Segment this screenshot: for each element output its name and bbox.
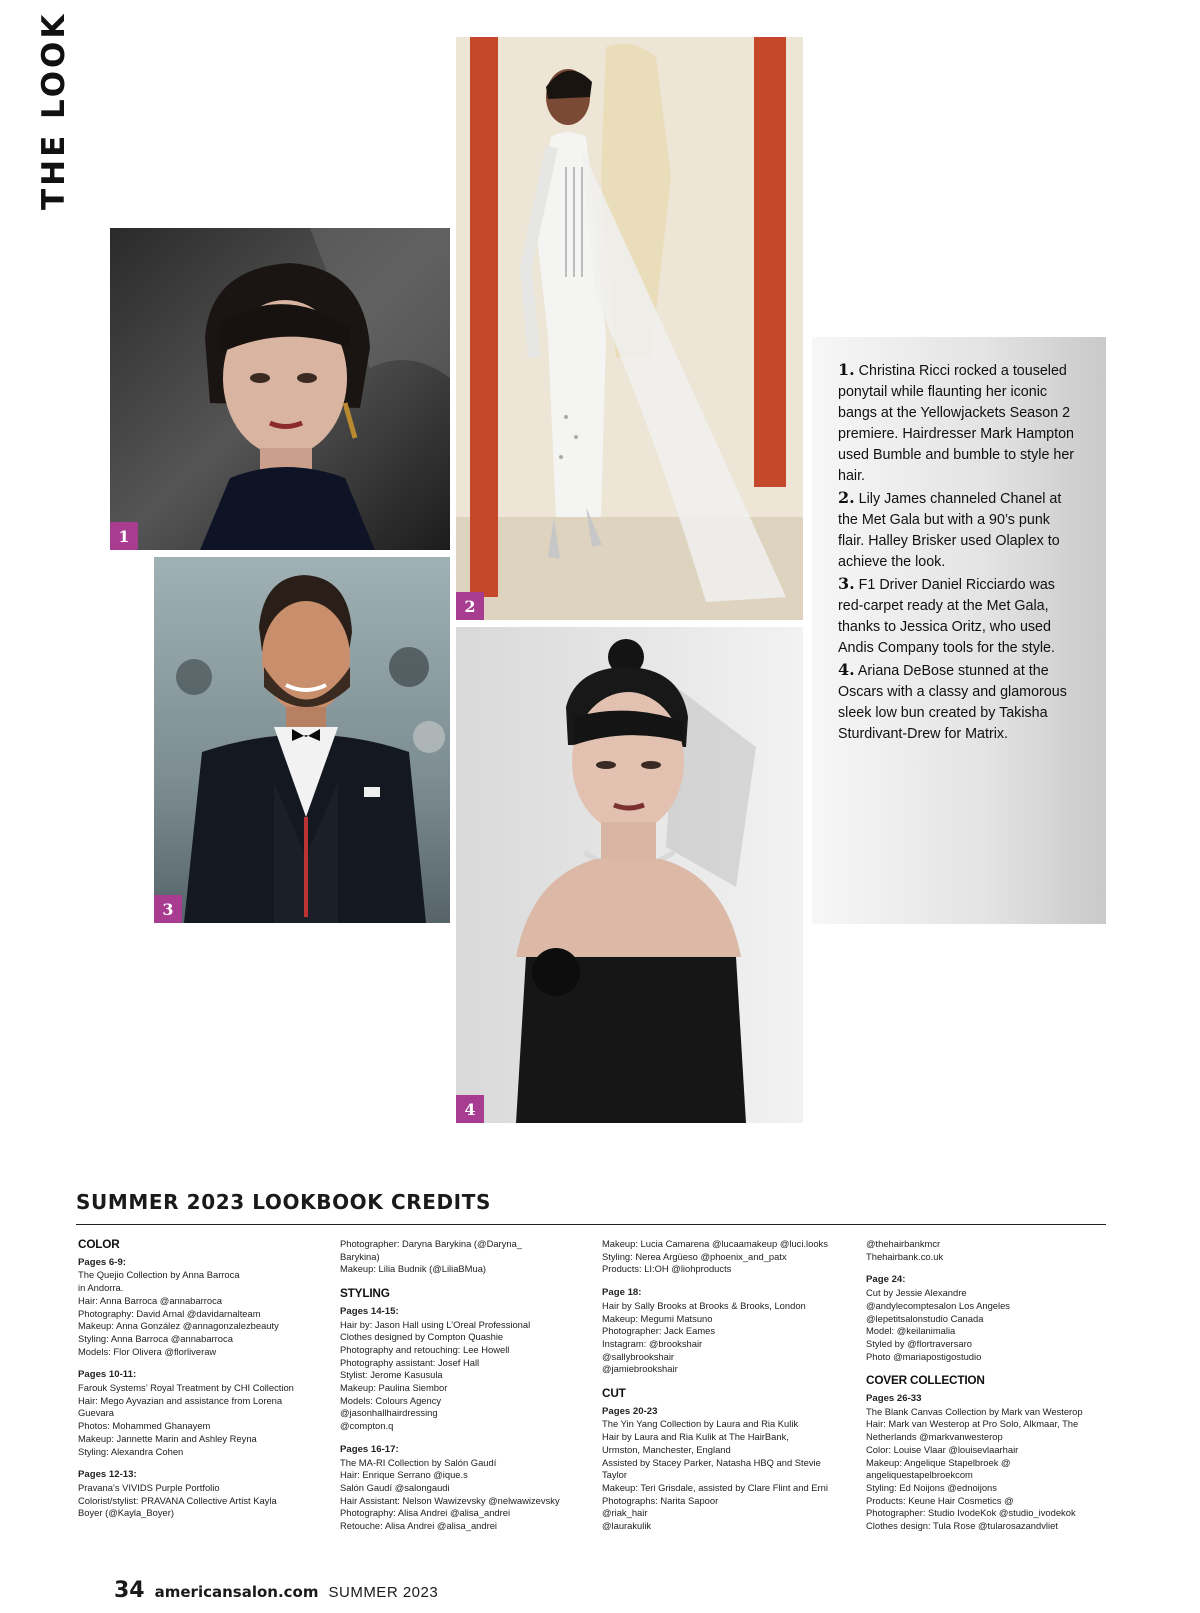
credit-line: Styling: Ed Noijons @ednoijons <box>866 1481 997 1493</box>
credit-line: Makeup: Paulina Siembor <box>340 1382 448 1394</box>
credit-line: Photography: David Arnal @davidarnalteam <box>78 1307 261 1319</box>
credit-block <box>78 1469 328 1520</box>
credit-line: Hair: Enrique Serrano @ique.s <box>340 1469 468 1481</box>
issue-label: SUMMER 2023 <box>328 1584 439 1601</box>
credit-line: Salón Gaudí @salongaudi <box>340 1481 450 1493</box>
photo-3-image <box>154 557 450 923</box>
credit-line: Thehairbank.co.uk <box>866 1250 944 1262</box>
photo-3-badge: 3 <box>154 895 182 923</box>
credit-line: Clothes design: Tula Rose @tularosazandvliet <box>866 1520 1058 1532</box>
photo-4-image <box>456 627 803 1123</box>
credits-column-3 <box>602 1238 852 1544</box>
photo-1-badge: 1 <box>110 522 138 550</box>
credit-line: Photography: Alisa Andrei @alisa_andrei <box>340 1507 511 1519</box>
credit-intro <box>340 1238 590 1276</box>
credit-line: @compton.q <box>340 1420 394 1432</box>
credit-line: @sallybrookshair <box>602 1350 675 1362</box>
credits-column-4 <box>866 1238 1106 1544</box>
caption-2: 2. Lily James channeled Chanel at the Met Gala but with a 90’s punk flair. Halley Brisker used Olaplex to achieve the look. <box>838 488 1062 570</box>
credit-line: Photographer: Studio IvodeKok @studio_ivodekok <box>866 1507 1076 1519</box>
credit-line: @jasonhallhairdressing <box>340 1407 438 1419</box>
photo-3 <box>154 557 450 923</box>
credit-block <box>340 1306 590 1433</box>
credits-heading: SUMMER 2023 LOOKBOOK CREDITS <box>76 1190 1106 1225</box>
site-name: americansalon.com <box>154 1583 319 1601</box>
credit-line: Hair: Mark van Westerop at Pro Solo, Alkmaar, The <box>866 1418 1079 1430</box>
credit-page-label: Pages 6-9: <box>78 1256 126 1268</box>
credit-block <box>78 1369 328 1458</box>
credit-line: Styling: Anna Barroca @annabarroca <box>78 1332 233 1344</box>
credit-section-title: COVER COLLECTION <box>866 1373 985 1388</box>
credits-column-1 <box>78 1238 328 1531</box>
caption-4: 4. Ariana DeBose stunned at the Oscars with a classy and glamorous sleek low bun created by Takisha Sturdivant-Drew for Matrix. <box>838 660 1067 742</box>
page-number: 34 <box>114 1578 145 1603</box>
credit-line: Colorist/stylist: PRAVANA Collective Artist Kayla <box>78 1494 277 1506</box>
credit-line: @laurakulik <box>602 1520 652 1532</box>
credit-line: Models: Colours Agency <box>340 1394 442 1406</box>
credit-line: Makeup: Lilia Budnik (@LiliaBMua) <box>340 1263 487 1275</box>
credit-line: Photographer: Daryna Barykina (@Daryna_ <box>340 1238 523 1249</box>
credit-block <box>340 1444 590 1533</box>
credit-line: @thehairbankmcr <box>866 1238 941 1249</box>
credit-line: Styling: Alexandra Cohen <box>78 1445 184 1457</box>
credit-line: @riak_hair <box>602 1507 648 1519</box>
credit-page-label: Pages 14-15: <box>340 1305 399 1317</box>
photo-1 <box>110 228 450 550</box>
credit-line: Model: @keilanimalia <box>866 1325 956 1337</box>
credit-line: The Blank Canvas Collection by Mark van Westerop <box>866 1405 1083 1417</box>
credit-page-label: Pages 12-13: <box>78 1469 137 1481</box>
credit-line: Clothes designed by Compton Quashie <box>340 1331 504 1343</box>
credit-line: Photos: Mohammed Ghanayem <box>78 1420 211 1432</box>
photo-4 <box>456 627 803 1123</box>
caption-1: 1. Christina Ricci rocked a touseled ponytail while flaunting her iconic bangs at the Yellowjackets Season 2 premiere. Hairdresser Mark Hampton used Bumble and bumble to style her hair. <box>838 360 1075 484</box>
credit-line: Photography and retouching: Lee Howell <box>340 1343 510 1355</box>
credit-line: Makeup: Lucia Camarena @lucaamakeup @luci.looks <box>602 1238 828 1249</box>
credit-line: Pravana’s VIVIDS Purple Portfolio <box>78 1481 220 1493</box>
credit-line: Hair Assistant: Nelson Wawizevsky @nelwawizevsky <box>340 1494 560 1506</box>
credit-section-title: CUT <box>602 1386 626 1401</box>
credit-line: angeliquestapelbroekcom <box>866 1469 973 1481</box>
credit-line: Photographs: Narita Sapoor <box>602 1494 719 1506</box>
credit-section-title: COLOR <box>78 1237 120 1251</box>
credit-line: @andylecomptesalon Los Angeles <box>866 1299 1010 1311</box>
credit-line: Makeup: Jannette Marin and Ashley Reyna <box>78 1432 257 1444</box>
credit-line: The MA-RI Collection by Salón Gaudí <box>340 1456 497 1468</box>
credit-line: The Quejio Collection by Anna Barroca <box>78 1269 240 1281</box>
photo-2-badge: 2 <box>456 592 484 620</box>
credit-line: Makeup: Megumi Matsuno <box>602 1312 713 1324</box>
credit-line: @jamiebrookshair <box>602 1363 678 1375</box>
credit-line: Color: Louise Vlaar @louisevlaarhair <box>866 1443 1019 1455</box>
photo-4-badge: 4 <box>456 1095 484 1123</box>
credit-line: Guevara <box>78 1407 114 1419</box>
credit-line: Retouche: Alisa Andrei @alisa_andrei <box>340 1520 498 1532</box>
credit-line: Netherlands @markvanwesterop <box>866 1431 1003 1443</box>
credit-line: Makeup: Teri Grisdale, assisted by Clare Flint and Erni <box>602 1481 828 1493</box>
credit-page-label: Pages 26-33 <box>866 1393 922 1405</box>
credit-line: Stylist: Jerome Kasusula <box>340 1369 443 1381</box>
credit-page-label: Page 24: <box>866 1274 906 1286</box>
credit-line: Styled by @flortraversaro <box>866 1337 972 1349</box>
credit-line: Makeup: Angelique Stapelbroek @ <box>866 1456 1011 1468</box>
credit-page-label: Pages 10-11: <box>78 1369 137 1381</box>
credit-line: Hair by Laura and Ria Kulik at The HairBank, <box>602 1431 789 1443</box>
credit-line: Instagram: @brookshair <box>602 1337 703 1349</box>
photo-2 <box>456 37 803 620</box>
credits-column-2 <box>340 1238 590 1544</box>
credit-line: Makeup: Anna González @annagonzalezbeauty <box>78 1320 279 1332</box>
credit-page-label: Pages 16-17: <box>340 1443 399 1455</box>
credit-line: The Yin Yang Collection by Laura and Ria Kulik <box>602 1418 799 1430</box>
credit-section-title: STYLING <box>340 1286 390 1301</box>
credit-line: Photographer: Jack Eames <box>602 1325 716 1337</box>
credit-page-label: Pages 20-23 <box>602 1405 658 1417</box>
caption-box <box>812 337 1106 924</box>
credit-line: Models: Flor Olivera @florliveraw <box>78 1345 217 1357</box>
photo-1-image <box>110 228 450 550</box>
credit-line: Taylor <box>602 1469 628 1481</box>
credit-line: Photography assistant: Josef Hall <box>340 1356 480 1368</box>
credit-line: Hair by Sally Brooks at Brooks & Brooks, London <box>602 1299 806 1311</box>
credit-line: Boyer (@Kayla_Boyer) <box>78 1507 175 1519</box>
credit-line: Hair by: Jason Hall using L’Oreal Professional <box>340 1318 531 1330</box>
credit-block <box>866 1393 1106 1533</box>
credit-line: in Andorra. <box>78 1282 124 1294</box>
credit-line: Barykina) <box>340 1250 380 1262</box>
credit-block <box>602 1287 852 1376</box>
credit-line: Urmston, Manchester, England <box>602 1443 731 1455</box>
credit-intro <box>866 1238 1106 1263</box>
credit-block <box>78 1257 328 1359</box>
credit-line: Products: Keune Hair Cosmetics @ <box>866 1494 1014 1506</box>
credit-line: Photo @mariapostigostudio <box>866 1350 982 1362</box>
credit-block <box>866 1274 1106 1363</box>
credit-intro <box>602 1238 852 1276</box>
section-title: THE LOOK <box>36 11 72 210</box>
credit-line: Hair: Mego Ayvazian and assistance from Lorena <box>78 1394 283 1406</box>
caption-3: 3. F1 Driver Daniel Ricciardo was red-carpet ready at the Met Gala, thanks to Jessica Oritz, who used Andis Company tools for the style. <box>838 574 1055 656</box>
credit-line: Cut by Jessie Alexandre <box>866 1287 967 1299</box>
credit-line: Styling: Nerea Argüeso @phoenix_and_patx <box>602 1250 787 1262</box>
credit-line: Hair: Anna Barroca @annabarroca <box>78 1294 222 1306</box>
credit-line: @lepetitsalonstudio Canada <box>866 1312 984 1324</box>
credit-line: Assisted by Stacey Parker, Natasha HBQ and Stevie <box>602 1456 821 1468</box>
credit-line: Products: LI:OH @liohproducts <box>602 1263 732 1275</box>
page-footer <box>114 1578 438 1603</box>
credit-page-label: Page 18: <box>602 1287 642 1299</box>
credit-block <box>602 1406 852 1533</box>
photo-2-image <box>456 37 803 620</box>
credit-line: Farouk Systems’ Royal Treatment by CHI Collection <box>78 1382 294 1394</box>
